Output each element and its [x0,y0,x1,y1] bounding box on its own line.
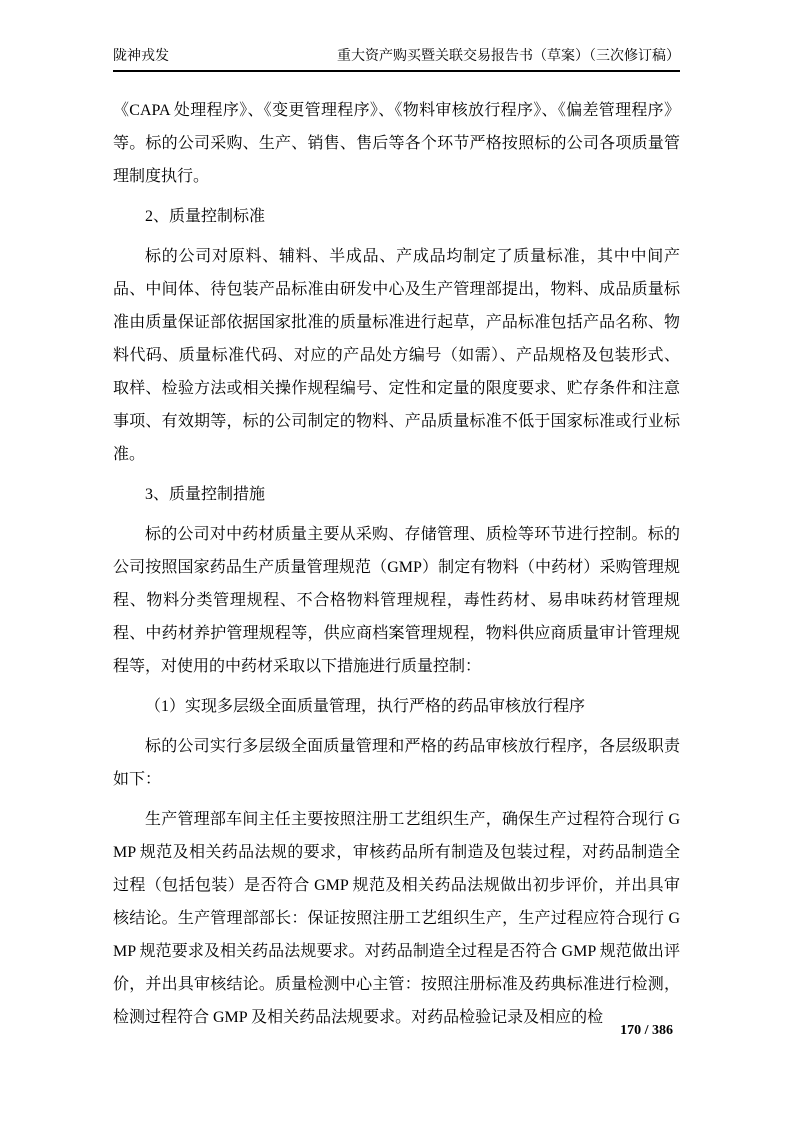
document-body [113,74,680,1041]
paragraph: 标的公司对中药材质量主要从采购、存储管理、质检等环节进行控制。标的公司按照国家药品生产质量管理规范（GMP）制定有物料（中药材）采购管理规程、物料分类管理规程、不合格物料管理规程，毒性药材、易串味药材管理规程、中药材养护管理规程等，供应商档案管理规程，物料供应商质量审计管理规程等，对使用的中药材采取以下措施进行质量控制： [113,526,680,675]
paragraph: 标的公司实行多层级全面质量管理和严格的药品审核放行程序，各层级职责如下： [113,738,680,788]
paragraph: 标的公司对原料、辅料、半成品、产成品均制定了质量标准，其中中间产品、中间体、待包装产品标准由研发中心及生产管理部提出，物料、成品质量标准由质量保证部依据国家批准的质量标准进行起草，产品标准包括产品名称、物料代码、质量标准代码、对应的产品处方编号（如需）、产品规格及包装形式、取样、检验方法或相关操作规程编号、定性和定量的限度要求、贮存条件和注意事项、有效期等，标的公司制定的物料、产品质量标准不低于国家标准或行业标准。 [113,248,680,463]
page-header [113,48,680,72]
section-heading: 3、质量控制措施 [145,486,266,503]
section-heading: 2、质量控制标准 [145,208,266,225]
section-heading: （1）实现多层级全面质量管理，执行严格的药品审核放行程序 [145,698,586,715]
paragraph: 《CAPA 处理程序》、《变更管理程序》、《物料审核放行程序》、《偏差管理程序》等。标的公司采购、生产、销售、售后等各个环节严格按照标的公司各项质量管理制度执行。 [113,102,680,185]
page-footer [620,1022,673,1040]
paragraph: 生产管理部车间主任主要按照注册工艺组织生产，确保生产过程符合现行 GMP 规范及相关药品法规的要求，审核药品所有制造及包装过程，对药品制造全过程（包括包装）是否符合 GMP 规范及相关药品法规做出初步评价，并出具审核结论。生产管理部部长：保证按照注册工艺组织生产，生产过程应符合现行 GMP 规范要求及相关药品法规要求。对药品制造全过程是否符合 GMP 规范做出评价，并出具审核结论。质量检测中心主管：按照注册标准及药典标准进行检测，检测过程符合 GMP 及相关药品法规要求。对药品检验记录及相应的检 [113,811,680,1026]
page-number: 170 / 386 [620,1023,673,1038]
header-company-name: 陇神戎发 [113,49,169,64]
header-report-title: 重大资产购买暨关联交易报告书（草案）（三次修订稿） [337,49,680,64]
